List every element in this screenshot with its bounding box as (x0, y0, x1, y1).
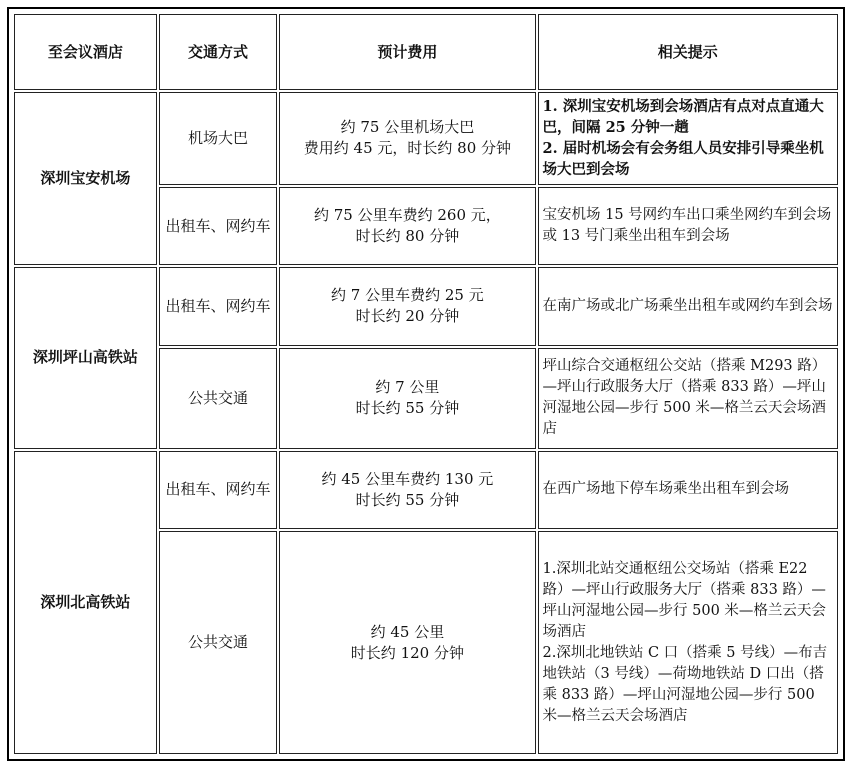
tip-cell (538, 267, 838, 345)
tip-cell (538, 92, 838, 185)
tip-line: 宝安机场 15 号网约车出口乘坐网约车到会场或 13 号门乘坐出租车到会场 (542, 207, 832, 245)
tip-line: 在南广场或北广场乘坐出租车或网约车到会场 (542, 297, 833, 314)
tip-line: 2.深圳北地铁站 C 口（搭乘 5 号线）—布吉地铁站（3 号线）—荷坳地铁站 D 口出（搭乘 833 路）—坪山河湿地公园—步行 500 米—格兰云天会场酒店 (542, 644, 828, 724)
mode-cell: 公共交通 (159, 531, 278, 754)
tip-cell (538, 451, 838, 529)
mode-cell: 出租车、网约车 (159, 451, 278, 529)
transport-table (12, 12, 840, 756)
cost-line: 约 7 公里 (375, 378, 440, 397)
cost-line: 约 45 公里车费约 130 元 (321, 469, 494, 488)
cost-cell (279, 451, 535, 529)
header-transport-mode: 交通方式 (159, 14, 278, 90)
tip-line: 在西广场地下停车场乘坐出租车到会场 (542, 481, 790, 498)
table-row (14, 92, 838, 185)
tip-line: 1.深圳北站交通枢纽公交场站（搭乘 E22 路）—坪山行政服务大厅（搭乘 833 路）—坪山河湿地公园—步行 500 米—格兰云天会场酒店 (542, 560, 826, 640)
header-destination: 至会议酒店 (14, 14, 157, 90)
cost-line: 时长约 120 分钟 (350, 643, 464, 662)
cost-line: 约 45 公里 (370, 622, 445, 641)
cost-line: 费用约 45 元，时长约 80 分钟 (303, 139, 512, 158)
tip-cell (538, 348, 838, 449)
cost-line: 时长约 20 分钟 (355, 307, 460, 326)
header-tips: 相关提示 (538, 14, 838, 90)
mode-cell: 出租车、网约车 (159, 267, 278, 345)
place-cell: 深圳宝安机场 (14, 92, 157, 265)
mode-cell: 机场大巴 (159, 92, 278, 185)
tip-line: 2. 届时机场会有会务组人员安排引导乘坐机场大巴到会场 (542, 140, 824, 179)
table-row (14, 451, 838, 529)
cost-line: 时长约 55 分钟 (355, 399, 460, 418)
place-cell: 深圳坪山高铁站 (14, 267, 157, 448)
cost-cell (279, 348, 535, 449)
mode-cell: 出租车、网约车 (159, 187, 278, 265)
table-row (14, 267, 838, 345)
transport-table-frame (7, 7, 845, 761)
tip-line: 坪山综合交通枢纽公交站（搭乘 M293 路）—坪山行政服务大厅（搭乘 833 路）—坪山河湿地公园—步行 500 米—格兰云天会场酒店 (542, 358, 827, 438)
cost-line: 约 75 公里车费约 260 元， (313, 206, 501, 225)
tip-cell (538, 187, 838, 265)
cost-line: 约 75 公里机场大巴 (340, 118, 475, 137)
cost-cell (279, 531, 535, 754)
header-row (14, 14, 838, 90)
cost-cell (279, 187, 535, 265)
cost-line: 时长约 80 分钟 (355, 227, 460, 246)
place-cell: 深圳北高铁站 (14, 451, 157, 754)
cost-cell (279, 92, 535, 185)
tip-cell (538, 531, 838, 754)
cost-line: 约 7 公里车费约 25 元 (331, 286, 484, 305)
mode-cell: 公共交通 (159, 348, 278, 449)
cost-cell (279, 267, 535, 345)
tip-line: 1. 深圳宝安机场到会场酒店有点对点直通大巴，间隔 25 分钟一趟 (542, 98, 824, 137)
header-estimated-cost: 预计费用 (279, 14, 535, 90)
cost-line: 时长约 55 分钟 (355, 490, 460, 509)
